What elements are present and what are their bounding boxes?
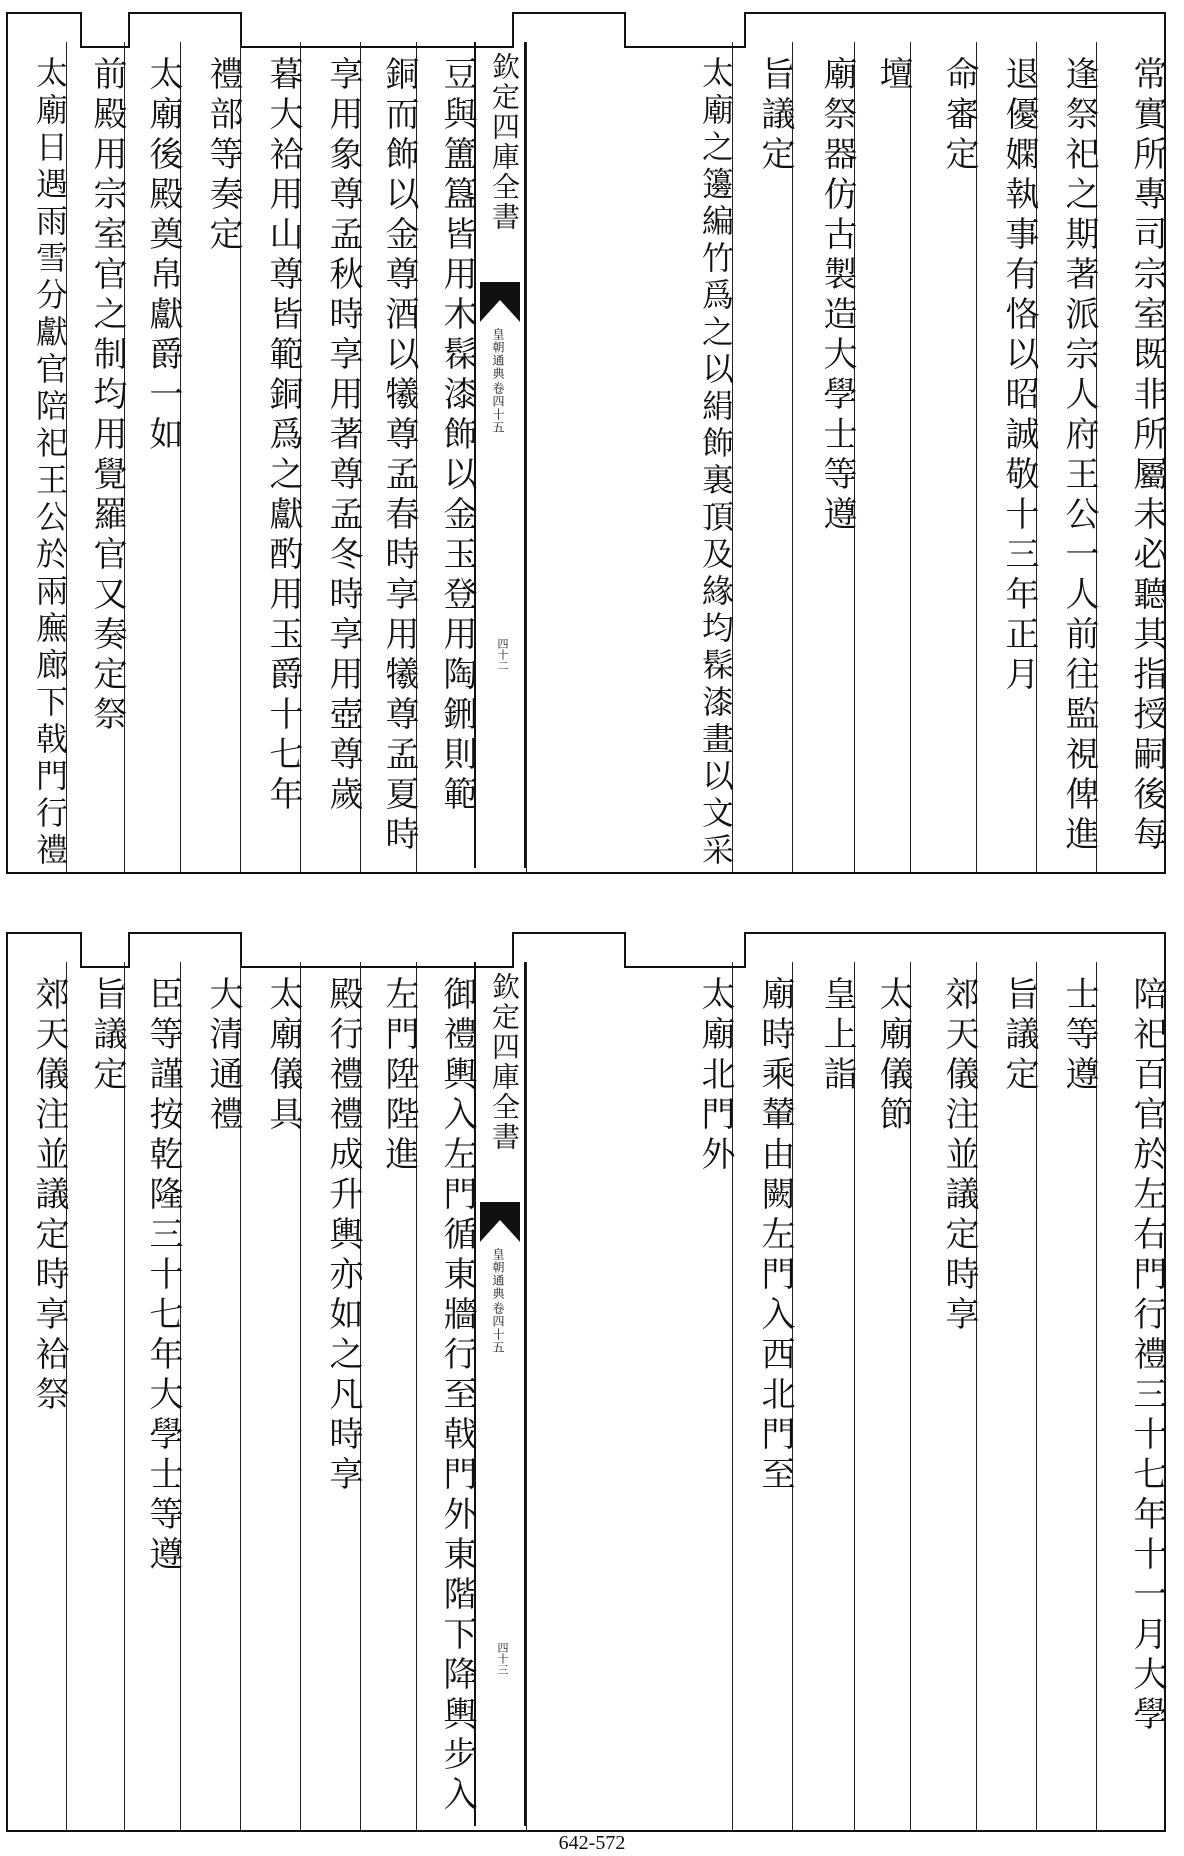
bottom-page-frame	[6, 932, 1166, 1832]
page-number: 四十二	[496, 638, 509, 671]
volume-label: 卷四十五	[491, 382, 505, 434]
text-column: 暮大袷用山尊皆範銅爲之獻酌用玉爵十七年	[240, 42, 300, 872]
fishtail-mark-icon	[480, 282, 520, 322]
text-column: 前殿用宗室官之制均用覺羅官又奏定祭	[66, 42, 124, 872]
text-column: 太廟北門外	[526, 962, 732, 1830]
text-column: 常實所專司宗室既非所屬未必聽其指授嗣後每	[1096, 42, 1164, 872]
text-column: 豆與簠簋皆用木髹漆飾以金玉登用陶鉶則範	[416, 42, 474, 872]
bottom-center-margin-column	[474, 962, 526, 1826]
text-column: 銅而飾以金尊酒以犧尊孟春時享用犧尊孟夏時	[360, 42, 416, 872]
text-column: 旨議定	[976, 962, 1036, 1830]
text-column: 太廟儀具	[240, 962, 300, 1830]
text-column: 郊天儀注並議定時享	[910, 962, 976, 1830]
text-column: 旨議定	[66, 962, 124, 1830]
book-title: 欽定四庫全書	[488, 52, 521, 232]
fishtail-mark-icon	[480, 1202, 520, 1242]
text-column: 陪祀百官於左右門行禮三十七年十一月大學	[1096, 962, 1164, 1830]
source-title: 皇朝通典	[491, 328, 505, 380]
top-page-frame	[6, 12, 1166, 874]
text-column: 殿行禮禮成升輿亦如之凡時享	[300, 962, 360, 1830]
text-column: 退優嫻執事有恪以昭誠敬十三年正月	[976, 42, 1036, 872]
text-column: 郊天儀注並議定時享袷祭	[29, 976, 69, 1416]
text-column: 太廟之籩編竹爲之以絹飾裏頂及緣均髹漆畫以文采	[526, 42, 732, 872]
text-column: 廟祭器仿古製造大學士等遵	[792, 42, 854, 872]
text-column: 太廟儀節	[854, 962, 910, 1830]
text-column: 禮部等奏定	[180, 42, 240, 872]
text-column: 臣等謹按乾隆三十七年大學士等遵	[124, 962, 180, 1830]
text-column: 命審定	[910, 42, 976, 872]
text-column: 廟時乘輦由闕左門入西北門至	[732, 962, 792, 1830]
text-column: 士等遵	[1036, 962, 1096, 1830]
text-column: 左門陞陛進	[360, 962, 416, 1830]
text-column: 太廟後殿奠帛獻爵一如	[124, 42, 180, 872]
source-title: 皇朝通典	[491, 1248, 505, 1300]
volume-label: 卷四十五	[491, 1302, 505, 1354]
text-column: 逢祭祀之期著派宗人府王公一人前往監視俾進	[1036, 42, 1096, 872]
text-column: 御禮輿入左門循東牆行至戟門外東階下降輿步入	[416, 962, 474, 1830]
top-center-margin-column	[474, 42, 526, 868]
text-column: 大清通禮	[180, 962, 240, 1830]
page-number: 四十三	[496, 1642, 509, 1675]
text-column: 壇	[854, 42, 910, 872]
text-column: 皇上詣	[792, 962, 854, 1830]
text-column: 享用象尊孟秋時享用著尊孟冬時享用壺尊歲	[300, 42, 360, 872]
page-footer-id: 642-572	[558, 1832, 626, 1854]
text-column: 旨議定	[732, 42, 792, 872]
text-column: 太廟日遇雨雪分獻官陪祀王公於兩廡廊下戟門行禮	[31, 56, 69, 870]
book-title: 欽定四庫全書	[488, 972, 521, 1152]
